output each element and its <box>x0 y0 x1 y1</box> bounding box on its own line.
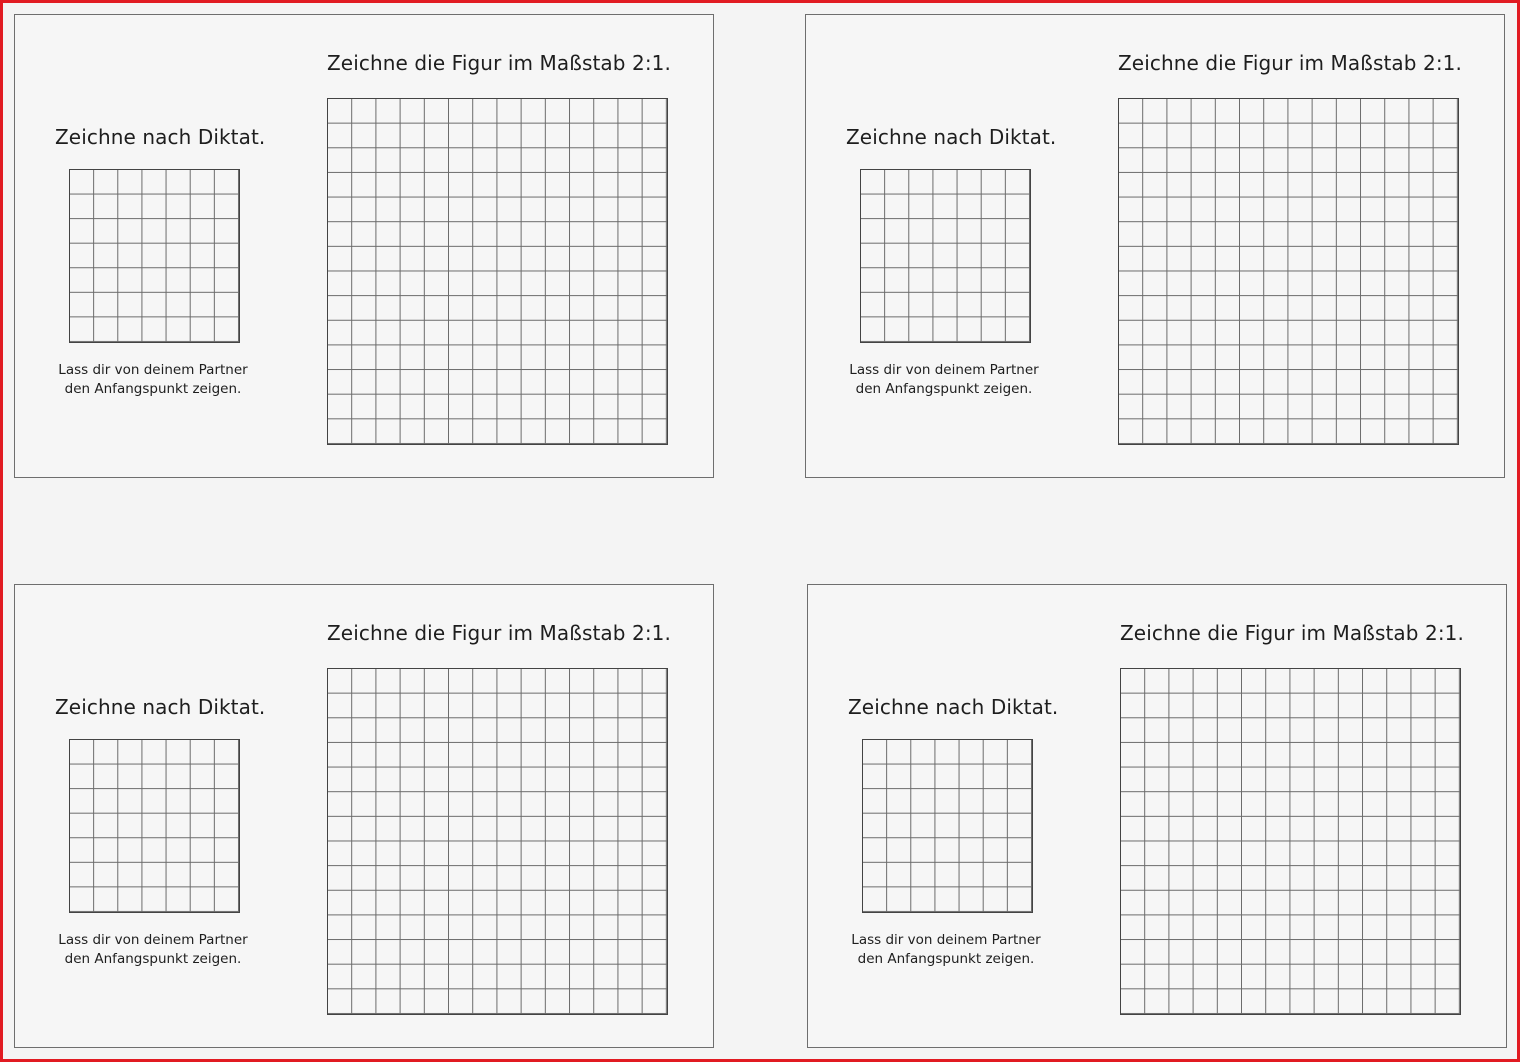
scale-title: Zeichne die Figur im Maßstab 2:1. <box>1118 51 1462 75</box>
large-grid[interactable] <box>327 668 668 1015</box>
caption-line-1: Lass dir von deinem Partner <box>851 932 1041 948</box>
small-grid[interactable] <box>862 739 1033 913</box>
large-grid[interactable] <box>1118 98 1459 445</box>
large-grid[interactable] <box>1120 668 1461 1015</box>
worksheet-card <box>807 584 1507 1048</box>
caption-line-1: Lass dir von deinem Partner <box>58 932 248 948</box>
caption-line-1: Lass dir von deinem Partner <box>58 362 248 378</box>
scale-title: Zeichne die Figur im Maßstab 2:1. <box>327 51 671 75</box>
dictation-title: Zeichne nach Diktat. <box>848 695 1059 719</box>
caption-line-2: den Anfangspunkt zeigen. <box>64 381 242 397</box>
dictation-title: Zeichne nach Diktat. <box>846 125 1057 149</box>
partner-instruction <box>43 931 263 969</box>
scale-title: Zeichne die Figur im Maßstab 2:1. <box>1120 621 1464 645</box>
caption-line-2: den Anfangspunkt zeigen. <box>64 951 242 967</box>
scale-title: Zeichne die Figur im Maßstab 2:1. <box>327 621 671 645</box>
worksheet-card <box>14 14 714 478</box>
dictation-title: Zeichne nach Diktat. <box>55 125 266 149</box>
worksheet-card <box>14 584 714 1048</box>
caption-line-2: den Anfangspunkt zeigen. <box>855 381 1033 397</box>
small-grid[interactable] <box>69 739 240 913</box>
worksheet-card <box>805 14 1505 478</box>
caption-line-2: den Anfangspunkt zeigen. <box>857 951 1035 967</box>
partner-instruction <box>834 361 1054 399</box>
partner-instruction <box>836 931 1056 969</box>
large-grid[interactable] <box>327 98 668 445</box>
dictation-title: Zeichne nach Diktat. <box>55 695 266 719</box>
caption-line-1: Lass dir von deinem Partner <box>849 362 1039 378</box>
small-grid[interactable] <box>69 169 240 343</box>
small-grid[interactable] <box>860 169 1031 343</box>
partner-instruction <box>43 361 263 399</box>
